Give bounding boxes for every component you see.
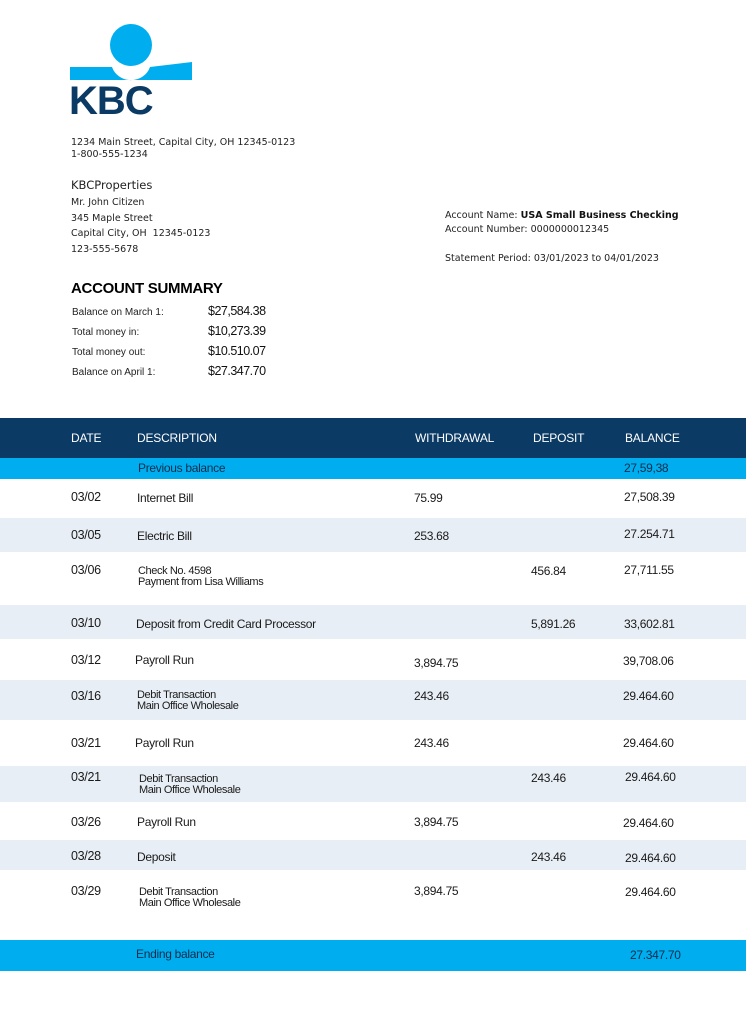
row-balance: 33,602.81 (624, 617, 675, 631)
header-date: DATE (71, 431, 102, 445)
row-date: 03/28 (71, 849, 101, 863)
previous-balance-label: Previous balance (138, 461, 226, 475)
row-description: Electric Bill (137, 529, 192, 543)
transactions-header (0, 418, 746, 458)
row-description: Internet Bill (137, 491, 194, 505)
summary-value: $27.347.70 (208, 364, 266, 378)
row-description-line2: Main Office Wholesale (139, 897, 241, 909)
row-balance: 29.464.60 (625, 885, 676, 899)
customer-company: KBCProperties (71, 178, 153, 192)
summary-row (72, 343, 292, 363)
bank-address (71, 137, 295, 161)
row-withdrawal: 243.46 (414, 689, 449, 703)
row-withdrawal: 3,894.75 (414, 656, 459, 670)
row-description: Deposit (137, 850, 176, 864)
row-balance: 27,711.55 (624, 563, 674, 577)
ending-balance-label: Ending balance (136, 947, 215, 961)
header-balance: BALANCE (625, 431, 680, 445)
summary-label: Balance on April 1: (72, 367, 156, 378)
row-balance: 29.464.60 (623, 689, 674, 703)
row-date: 03/21 (71, 770, 101, 784)
row-date: 03/05 (71, 528, 101, 542)
row-date: 03/26 (71, 815, 101, 829)
kbc-logo-text: KBC (69, 79, 153, 123)
row-date: 03/02 (71, 490, 101, 504)
row-description: Payroll Run (137, 815, 196, 829)
summary-label: Total money out: (72, 347, 146, 358)
summary-row (72, 303, 292, 323)
row-deposit: 243.46 (531, 850, 566, 864)
row-description: Deposit from Credit Card Processor (136, 617, 316, 631)
account-name-label: Account Name: (445, 210, 518, 221)
summary-label: Balance on March 1: (72, 307, 164, 318)
row-description (139, 774, 240, 796)
summary-row (72, 363, 292, 383)
row-balance: 27,508.39 (624, 490, 675, 504)
row-description-line1: Debit Transaction (137, 689, 216, 701)
row-description (138, 566, 263, 588)
summary-row (72, 323, 292, 343)
row-balance: 29.464.60 (623, 816, 674, 830)
row-balance: 27.254.71 (624, 527, 675, 541)
customer-address (71, 195, 210, 257)
previous-balance-row (0, 458, 746, 479)
row-date: 03/12 (71, 653, 101, 667)
row-withdrawal: 75.99 (414, 491, 443, 505)
account-info (445, 209, 679, 237)
customer-phone: 123-555-5678 (71, 243, 139, 255)
row-balance: 29.464.60 (625, 851, 676, 865)
header-description: DESCRIPTION (137, 431, 217, 445)
row-description-line1: Debit Transaction (139, 886, 218, 898)
row-balance: 29.464.60 (623, 736, 674, 750)
account-number-label: Account Number: (445, 224, 528, 235)
row-description (139, 887, 240, 909)
row-deposit: 456.84 (531, 564, 566, 578)
summary-value: $27,584.38 (208, 304, 266, 318)
account-name-value: USA Small Business Checking (520, 210, 679, 221)
row-description-line1: Check No. 4598 (138, 565, 212, 577)
customer-street: 345 Maple Street (71, 212, 153, 224)
row-withdrawal: 243.46 (414, 736, 449, 750)
row-deposit: 243.46 (531, 771, 566, 785)
row-description-line1: Debit Transaction (139, 773, 218, 785)
statement-period: Statement Period: 03/01/2023 to 04/01/2023 (445, 253, 659, 264)
row-deposit: 5,891.26 (531, 617, 576, 631)
row-description-line2: Main Office Wholesale (137, 700, 239, 712)
row-date: 03/16 (71, 689, 101, 703)
row-withdrawal: 3,894.75 (414, 815, 459, 829)
header-withdrawal: WITHDRAWAL (415, 431, 495, 445)
row-date: 03/06 (71, 563, 101, 577)
account-summary-title: ACCOUNT SUMMARY (71, 280, 223, 297)
row-balance: 29.464.60 (625, 770, 676, 784)
summary-value: $10,273.39 (208, 324, 266, 338)
header-deposit: DEPOSIT (533, 431, 585, 445)
ending-balance-row (0, 940, 746, 971)
bank-address-line: 1234 Main Street, Capital City, OH 12345-0123 (71, 137, 296, 148)
ending-balance-value: 27.347.70 (630, 948, 681, 962)
row-description: Payroll Run (135, 653, 194, 667)
row-description (137, 690, 238, 712)
row-balance: 39,708.06 (623, 654, 674, 668)
account-number-value: 0000000012345 (530, 224, 610, 235)
row-withdrawal: 253.68 (414, 529, 449, 543)
summary-label: Total money in: (72, 327, 140, 338)
bank-phone: 1-800-555-1234 (71, 149, 148, 160)
summary-value: $10.510.07 (208, 344, 266, 358)
row-date: 03/10 (71, 616, 101, 630)
previous-balance-value: 27,59,38 (624, 461, 669, 475)
row-date: 03/21 (71, 736, 101, 750)
row-description-line2: Payment from Lisa Williams (138, 576, 264, 588)
customer-city: Capital City, OH 12345-0123 (71, 228, 211, 239)
customer-name: Mr. John Citizen (71, 197, 145, 208)
row-description: Payroll Run (135, 736, 194, 750)
row-withdrawal: 3,894.75 (414, 884, 459, 898)
row-date: 03/29 (71, 884, 101, 898)
row-description-line2: Main Office Wholesale (139, 784, 241, 796)
